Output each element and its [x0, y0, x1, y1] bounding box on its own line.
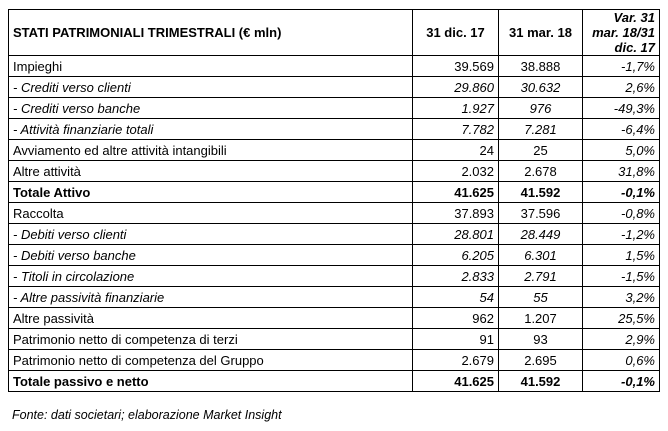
row-label: - Attività finanziarie totali — [9, 119, 413, 140]
table-row — [9, 350, 660, 371]
value-variation: 31,8% — [583, 161, 660, 182]
value-dec17: 6.205 — [413, 245, 499, 266]
table-row — [9, 266, 660, 287]
value-mar18: 41.592 — [499, 371, 583, 392]
row-label: Patrimonio netto di competenza del Gruppo — [9, 350, 413, 371]
value-dec17: 1.927 — [413, 98, 499, 119]
row-label: Altre passività — [9, 308, 413, 329]
variation-header-line3: dic. 17 — [614, 40, 655, 55]
value-mar18: 28.449 — [499, 224, 583, 245]
value-variation: 3,2% — [583, 287, 660, 308]
table-body — [9, 56, 660, 392]
value-dec17: 2.679 — [413, 350, 499, 371]
value-mar18: 25 — [499, 140, 583, 161]
value-dec17: 2.833 — [413, 266, 499, 287]
value-variation: 2,6% — [583, 77, 660, 98]
value-variation: 25,5% — [583, 308, 660, 329]
value-dec17: 41.625 — [413, 182, 499, 203]
value-mar18: 41.592 — [499, 182, 583, 203]
row-label: - Altre passività finanziarie — [9, 287, 413, 308]
value-mar18: 976 — [499, 98, 583, 119]
row-label: - Debiti verso clienti — [9, 224, 413, 245]
value-variation: -1,5% — [583, 266, 660, 287]
variation-header-line1: Var. 31 — [613, 10, 655, 25]
row-label: Raccolta — [9, 203, 413, 224]
value-mar18: 1.207 — [499, 308, 583, 329]
table-header — [9, 10, 660, 56]
value-variation: -1,2% — [583, 224, 660, 245]
column-header-mar18: 31 mar. 18 — [499, 10, 583, 56]
value-variation: -0,8% — [583, 203, 660, 224]
table-row — [9, 245, 660, 266]
table-row — [9, 119, 660, 140]
row-label: Totale passivo e netto — [9, 371, 413, 392]
table-row — [9, 287, 660, 308]
row-label: - Crediti verso banche — [9, 98, 413, 119]
table-row — [9, 329, 660, 350]
value-dec17: 29.860 — [413, 77, 499, 98]
source-note: Fonte: dati societari; elaborazione Market Insight — [12, 408, 282, 422]
table-row — [9, 77, 660, 98]
value-mar18: 2.678 — [499, 161, 583, 182]
row-label: Patrimonio netto di competenza di terzi — [9, 329, 413, 350]
value-variation: 1,5% — [583, 245, 660, 266]
value-mar18: 93 — [499, 329, 583, 350]
value-dec17: 7.782 — [413, 119, 499, 140]
value-dec17: 962 — [413, 308, 499, 329]
value-mar18: 30.632 — [499, 77, 583, 98]
value-dec17: 39.569 — [413, 56, 499, 77]
value-variation: -0,1% — [583, 182, 660, 203]
table-row — [9, 98, 660, 119]
table-row — [9, 56, 660, 77]
row-label: Altre attività — [9, 161, 413, 182]
table-row — [9, 371, 660, 392]
table-row — [9, 203, 660, 224]
value-mar18: 37.596 — [499, 203, 583, 224]
value-dec17: 54 — [413, 287, 499, 308]
row-label: Impieghi — [9, 56, 413, 77]
value-mar18: 2.791 — [499, 266, 583, 287]
row-label: - Debiti verso banche — [9, 245, 413, 266]
value-variation: -0,1% — [583, 371, 660, 392]
balance-sheet-table — [8, 9, 660, 392]
value-dec17: 24 — [413, 140, 499, 161]
value-mar18: 38.888 — [499, 56, 583, 77]
value-variation: -1,7% — [583, 56, 660, 77]
table-row — [9, 140, 660, 161]
value-variation: 2,9% — [583, 329, 660, 350]
value-mar18: 55 — [499, 287, 583, 308]
value-variation: -6,4% — [583, 119, 660, 140]
column-header-variation — [583, 10, 660, 56]
value-variation: 0,6% — [583, 350, 660, 371]
value-variation: 5,0% — [583, 140, 660, 161]
row-label: - Titoli in circolazione — [9, 266, 413, 287]
row-label: Totale Attivo — [9, 182, 413, 203]
value-dec17: 28.801 — [413, 224, 499, 245]
column-header-dec17: 31 dic. 17 — [413, 10, 499, 56]
value-dec17: 91 — [413, 329, 499, 350]
value-dec17: 2.032 — [413, 161, 499, 182]
variation-header-line2: mar. 18/31 — [592, 25, 655, 40]
value-variation: -49,3% — [583, 98, 660, 119]
table-row — [9, 161, 660, 182]
table-row — [9, 182, 660, 203]
row-label: Avviamento ed altre attività intangibili — [9, 140, 413, 161]
table-row — [9, 224, 660, 245]
value-dec17: 41.625 — [413, 371, 499, 392]
value-dec17: 37.893 — [413, 203, 499, 224]
value-mar18: 7.281 — [499, 119, 583, 140]
table-title: STATI PATRIMONIALI TRIMESTRALI (€ mln) — [9, 10, 413, 56]
value-mar18: 6.301 — [499, 245, 583, 266]
table-row — [9, 308, 660, 329]
value-mar18: 2.695 — [499, 350, 583, 371]
row-label: - Crediti verso clienti — [9, 77, 413, 98]
